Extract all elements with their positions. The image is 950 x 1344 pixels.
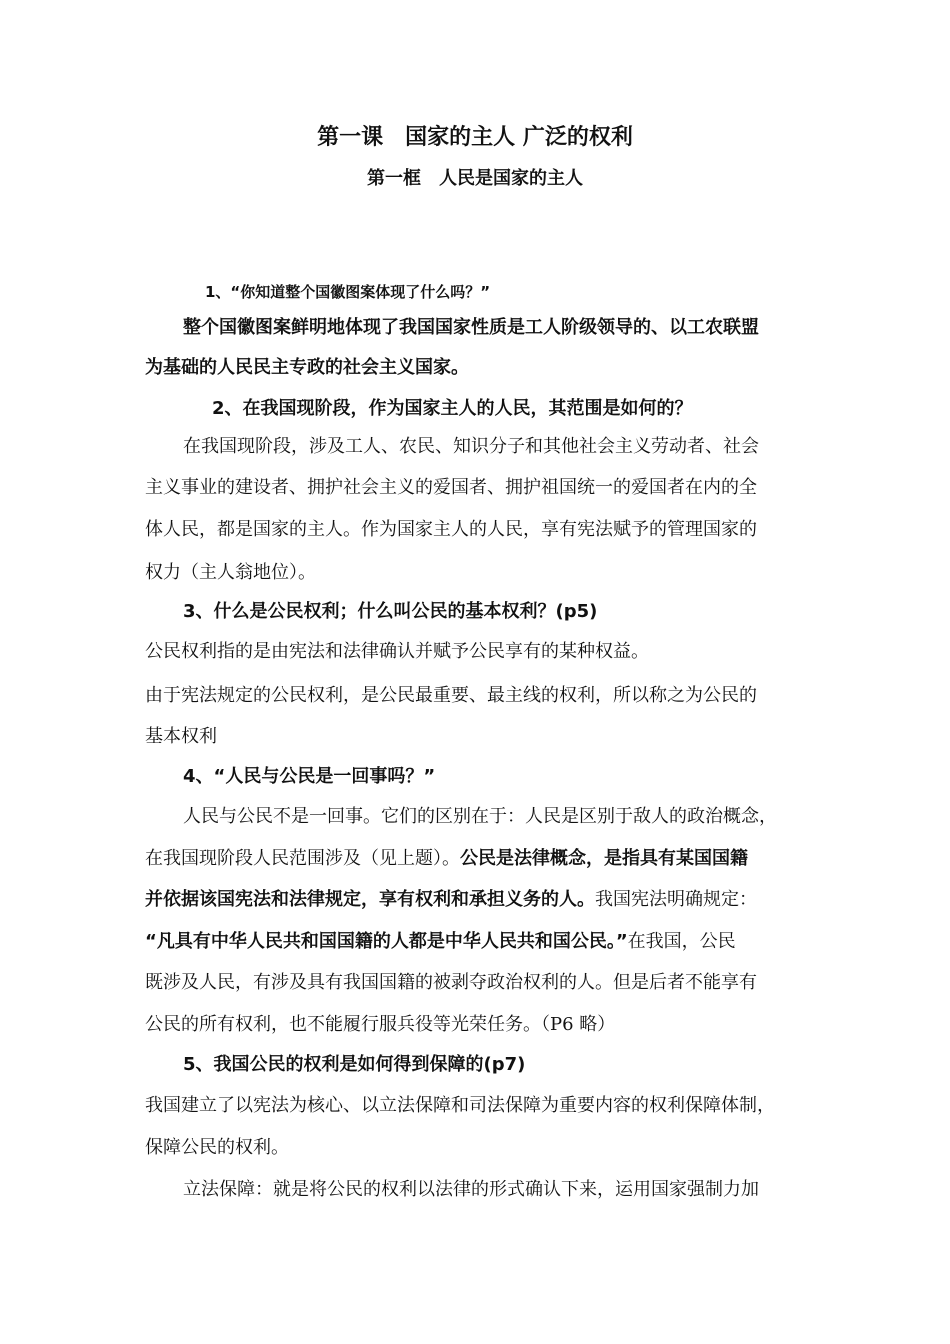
answer-4-line [145,888,757,912]
question-4: 4、“人民与公民是一回事吗？” [183,766,436,787]
answer-2-line: 在我国现阶段，涉及工人、农民、知识分子和其他社会主义劳动者、社会 [183,436,759,457]
question-2: 2、在我国现阶段，作为国家主人的人民，其范围是如何的？ [212,398,693,419]
question-3: 3、什么是公民权利；什么叫公民的基本权利？(p5) [183,601,598,622]
page-subtitle: 第一框 人民是国家的主人 [367,168,583,189]
answer-3-line: 基本权利 [145,726,217,747]
answer-4-line [145,847,748,871]
question-5: 5、我国公民的权利是如何得到保障的(p7) [183,1054,526,1075]
answer-4-line: 既涉及人民，有涉及具有我国国籍的被剥夺政治权利的人。但是后者不能享有 [145,972,757,993]
answer-4-text: 在我国现阶段人民范围涉及（见上题）。 [145,848,460,869]
answer-4-emphasis: 公民是法律概念，是指具有某国国籍 [460,848,748,869]
answer-4-emphasis: 并依据该国宪法和法律规定，享有权利和承担义务的人。 [145,889,595,910]
answer-4-text: 我国宪法明确规定： [595,889,757,910]
answer-1-line: 整个国徽图案鲜明地体现了我国国家性质是工人阶级领导的、以工农联盟 [183,317,759,338]
answer-2-line: 体人民，都是国家的主人。作为国家主人的人民，享有宪法赋予的管理国家的 [145,519,757,540]
answer-4-line: 人民与公民不是一回事。它们的区别在于：人民是区别于敌人的政治概念， [183,806,777,827]
answer-5-line: 保障公民的权利。 [145,1137,289,1158]
answer-4-emphasis: “凡具有中华人民共和国国籍的人都是中华人民共和国公民。” [145,931,628,952]
question-1: 1、“你知道整个国徽图案体现了什么吗？” [205,283,491,301]
answer-3-line: 公民权利指的是由宪法和法律确认并赋予公民享有的某种权益。 [145,641,649,662]
answer-4-line: 公民的所有权利，也不能履行服兵役等光荣任务。（P6 略） [145,1014,616,1035]
answer-5-line: 我国建立了以宪法为核心、以立法保障和司法保障为重要内容的权利保障体制， [145,1095,775,1116]
answer-5-line: 立法保障：就是将公民的权利以法律的形式确认下来，运用国家强制力加 [183,1179,759,1200]
answer-2-line: 主义事业的建设者、拥护社会主义的爱国者、拥护祖国统一的爱国者在内的全 [145,477,757,498]
answer-3-line: 由于宪法规定的公民权利，是公民最重要、最主线的权利，所以称之为公民的 [145,685,757,706]
answer-1-line: 为基础的人民民主专政的社会主义国家。 [145,357,469,378]
answer-2-line: 权力（主人翁地位）。 [145,562,316,583]
answer-4-line [145,930,736,954]
page-title: 第一课 国家的主人 广泛的权利 [317,125,633,150]
answer-4-text: 在我国，公民 [627,931,736,952]
